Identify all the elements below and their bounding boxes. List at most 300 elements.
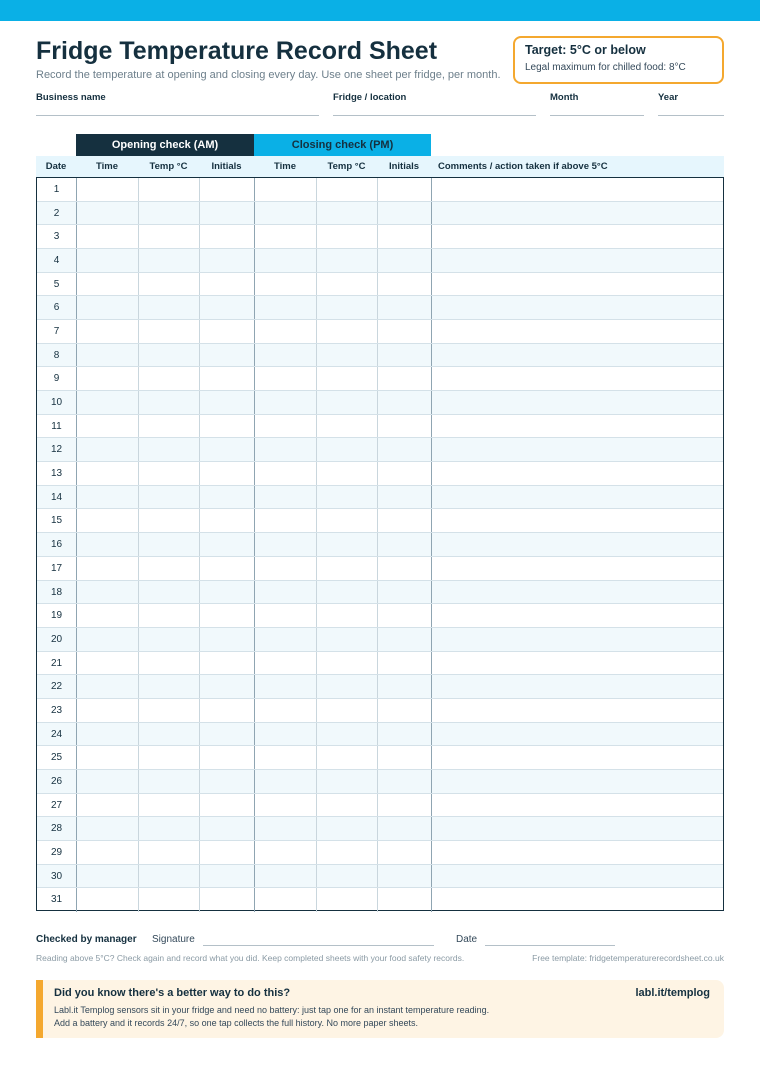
- cell-am-time[interactable]: [76, 841, 138, 864]
- cell-am-initials[interactable]: [199, 604, 254, 627]
- row-date: 16: [50, 539, 63, 551]
- top-accent-bar: [0, 0, 760, 21]
- cell-pm-time[interactable]: [254, 841, 316, 864]
- page-title: Fridge Temperature Record Sheet: [36, 37, 438, 65]
- cell-pm-temp[interactable]: [316, 865, 377, 888]
- cell-am-initials[interactable]: [199, 320, 254, 343]
- closing-check-header: Closing check (PM): [254, 134, 431, 156]
- template-credit: Free template: fridgetemperaturerecordsheet.co.uk: [532, 953, 724, 963]
- cell-pm-temp[interactable]: [316, 699, 377, 722]
- cell-am-temp[interactable]: [138, 817, 199, 840]
- cell-am-time[interactable]: [76, 415, 138, 438]
- cell-am-time[interactable]: [76, 604, 138, 627]
- table-row: [37, 509, 723, 533]
- row-date: 21: [50, 657, 63, 669]
- cell-am-initials[interactable]: [199, 533, 254, 556]
- cell-pm-initials[interactable]: [377, 746, 431, 769]
- cell-am-initials[interactable]: [199, 438, 254, 461]
- cell-pm-temp[interactable]: [316, 249, 377, 272]
- cell-am-temp[interactable]: [138, 557, 199, 580]
- cell-am-temp[interactable]: [138, 888, 199, 912]
- cell-am-time[interactable]: [76, 746, 138, 769]
- cell-pm-initials[interactable]: [377, 794, 431, 817]
- cell-pm-temp[interactable]: [316, 581, 377, 604]
- cell-am-time[interactable]: [76, 249, 138, 272]
- cell-am-initials[interactable]: [199, 486, 254, 509]
- cell-am-temp[interactable]: [138, 770, 199, 793]
- table-row: [37, 770, 723, 794]
- year-label: Year: [658, 92, 679, 103]
- cell-comments[interactable]: [431, 202, 723, 225]
- row-date: 30: [50, 870, 63, 882]
- cell-pm-time[interactable]: [254, 202, 316, 225]
- year-field[interactable]: [658, 92, 724, 116]
- cell-pm-initials[interactable]: [377, 202, 431, 225]
- business-name-label: Business name: [36, 92, 106, 103]
- table-row: [37, 391, 723, 415]
- cell-pm-initials[interactable]: [377, 225, 431, 248]
- cell-pm-initials[interactable]: [377, 273, 431, 296]
- cell-am-temp[interactable]: [138, 699, 199, 722]
- cell-pm-temp[interactable]: [316, 415, 377, 438]
- opening-check-header: Opening check (AM): [76, 134, 254, 156]
- cell-am-initials[interactable]: [199, 202, 254, 225]
- business-name-field[interactable]: [36, 92, 319, 116]
- cell-am-time[interactable]: [76, 273, 138, 296]
- row-date: 25: [50, 752, 63, 764]
- cell-pm-initials[interactable]: [377, 344, 431, 367]
- cell-am-time[interactable]: [76, 652, 138, 675]
- cell-pm-time[interactable]: [254, 652, 316, 675]
- table-row: [37, 249, 723, 273]
- table-row: [37, 841, 723, 865]
- cell-comments[interactable]: [431, 320, 723, 343]
- promo-link[interactable]: labl.it/templog: [635, 987, 710, 999]
- row-date: 27: [50, 799, 63, 811]
- cell-pm-temp[interactable]: [316, 652, 377, 675]
- row-date: 28: [50, 823, 63, 835]
- promo-line-2: Add a battery and it records 24/7, so one tap collects the full history. No more paper sheets.: [54, 1018, 419, 1028]
- cell-pm-initials[interactable]: [377, 509, 431, 532]
- cell-am-temp[interactable]: [138, 509, 199, 532]
- table-row: [37, 794, 723, 818]
- page-subtitle: Record the temperature at opening and closing every day. Use one sheet per fridge, per month.: [36, 69, 501, 81]
- row-date: 8: [53, 349, 60, 361]
- cell-comments[interactable]: [431, 604, 723, 627]
- cell-pm-initials[interactable]: [377, 888, 431, 912]
- cell-pm-initials[interactable]: [377, 604, 431, 627]
- cell-pm-initials[interactable]: [377, 438, 431, 461]
- row-date: 23: [50, 704, 63, 716]
- cell-pm-temp[interactable]: [316, 320, 377, 343]
- cell-am-temp[interactable]: [138, 225, 199, 248]
- cell-pm-temp[interactable]: [316, 533, 377, 556]
- cell-am-initials[interactable]: [199, 391, 254, 414]
- cell-am-initials[interactable]: [199, 888, 254, 912]
- cell-pm-initials[interactable]: [377, 320, 431, 343]
- cell-am-time[interactable]: [76, 628, 138, 651]
- cell-comments[interactable]: [431, 888, 723, 912]
- cell-am-time[interactable]: [76, 391, 138, 414]
- cell-comments[interactable]: [431, 557, 723, 580]
- cell-comments[interactable]: [431, 841, 723, 864]
- cell-pm-initials[interactable]: [377, 581, 431, 604]
- checked-by-label: Checked by manager: [36, 934, 137, 945]
- cell-pm-time[interactable]: [254, 462, 316, 485]
- cell-am-time[interactable]: [76, 296, 138, 319]
- cell-am-temp[interactable]: [138, 675, 199, 698]
- cell-comments[interactable]: [431, 486, 723, 509]
- cell-comments[interactable]: [431, 628, 723, 651]
- cell-am-time[interactable]: [76, 462, 138, 485]
- col-am-initials: Initials: [211, 161, 242, 172]
- row-date: 9: [53, 373, 60, 385]
- row-date: 19: [50, 610, 63, 622]
- cell-pm-temp[interactable]: [316, 225, 377, 248]
- cell-pm-temp[interactable]: [316, 202, 377, 225]
- cell-comments[interactable]: [431, 273, 723, 296]
- col-date: Date: [45, 161, 67, 172]
- cell-comments[interactable]: [431, 462, 723, 485]
- cell-comments[interactable]: [431, 344, 723, 367]
- cell-am-temp[interactable]: [138, 296, 199, 319]
- cell-comments[interactable]: [431, 438, 723, 461]
- row-date: 26: [50, 775, 63, 787]
- cell-am-temp[interactable]: [138, 178, 199, 201]
- row-date: 3: [53, 231, 60, 243]
- cell-pm-initials[interactable]: [377, 865, 431, 888]
- cell-am-temp[interactable]: [138, 202, 199, 225]
- cell-am-temp[interactable]: [138, 438, 199, 461]
- row-date: 18: [50, 586, 63, 598]
- table-row: [37, 225, 723, 249]
- cell-pm-initials[interactable]: [377, 628, 431, 651]
- cell-pm-temp[interactable]: [316, 486, 377, 509]
- cell-pm-time[interactable]: [254, 699, 316, 722]
- cell-pm-initials[interactable]: [377, 249, 431, 272]
- cell-am-initials[interactable]: [199, 746, 254, 769]
- cell-comments[interactable]: [431, 367, 723, 390]
- cell-am-initials[interactable]: [199, 462, 254, 485]
- cell-pm-temp[interactable]: [316, 367, 377, 390]
- cell-am-time[interactable]: [76, 367, 138, 390]
- column-header-row: [36, 156, 724, 177]
- cell-am-initials[interactable]: [199, 367, 254, 390]
- cell-comments[interactable]: [431, 415, 723, 438]
- cell-comments[interactable]: [431, 509, 723, 532]
- cell-pm-temp[interactable]: [316, 344, 377, 367]
- cell-am-initials[interactable]: [199, 344, 254, 367]
- cell-pm-temp[interactable]: [316, 675, 377, 698]
- cell-pm-initials[interactable]: [377, 699, 431, 722]
- cell-am-temp[interactable]: [138, 486, 199, 509]
- cell-pm-temp[interactable]: [316, 770, 377, 793]
- cell-pm-time[interactable]: [254, 794, 316, 817]
- table-row: [37, 652, 723, 676]
- cell-pm-temp[interactable]: [316, 841, 377, 864]
- cell-am-temp[interactable]: [138, 794, 199, 817]
- cell-pm-time[interactable]: [254, 438, 316, 461]
- row-date: 10: [50, 397, 63, 409]
- cell-pm-initials[interactable]: [377, 178, 431, 201]
- target-callout: [513, 36, 724, 84]
- cell-am-initials[interactable]: [199, 225, 254, 248]
- cell-am-time[interactable]: [76, 723, 138, 746]
- cell-pm-temp[interactable]: [316, 273, 377, 296]
- cell-am-temp[interactable]: [138, 652, 199, 675]
- cell-am-time[interactable]: [76, 486, 138, 509]
- row-date: 5: [53, 278, 60, 290]
- cell-am-temp[interactable]: [138, 841, 199, 864]
- cell-pm-temp[interactable]: [316, 557, 377, 580]
- cell-pm-temp[interactable]: [316, 723, 377, 746]
- cell-am-time[interactable]: [76, 699, 138, 722]
- cell-pm-temp[interactable]: [316, 817, 377, 840]
- cell-comments[interactable]: [431, 391, 723, 414]
- cell-am-initials[interactable]: [199, 581, 254, 604]
- cell-pm-time[interactable]: [254, 888, 316, 912]
- cell-pm-temp[interactable]: [316, 628, 377, 651]
- cell-pm-initials[interactable]: [377, 770, 431, 793]
- promo-text: [54, 1004, 710, 1030]
- cell-am-time[interactable]: [76, 581, 138, 604]
- cell-am-time[interactable]: [76, 533, 138, 556]
- cell-pm-time[interactable]: [254, 865, 316, 888]
- cell-am-temp[interactable]: [138, 367, 199, 390]
- cell-am-time[interactable]: [76, 320, 138, 343]
- table-row: [37, 699, 723, 723]
- cell-pm-time[interactable]: [254, 320, 316, 343]
- cell-pm-time[interactable]: [254, 415, 316, 438]
- cell-pm-time[interactable]: [254, 296, 316, 319]
- cell-pm-time[interactable]: [254, 557, 316, 580]
- cell-pm-time[interactable]: [254, 486, 316, 509]
- table-row: [37, 746, 723, 770]
- cell-am-temp[interactable]: [138, 746, 199, 769]
- cell-pm-time[interactable]: [254, 344, 316, 367]
- promo-box: [36, 980, 724, 1038]
- cell-pm-initials[interactable]: [377, 817, 431, 840]
- cell-pm-time[interactable]: [254, 604, 316, 627]
- cell-pm-time[interactable]: [254, 249, 316, 272]
- target-note: Legal maximum for chilled food: 8°C: [525, 62, 686, 73]
- cell-comments[interactable]: [431, 652, 723, 675]
- cell-am-initials[interactable]: [199, 841, 254, 864]
- cell-am-time[interactable]: [76, 178, 138, 201]
- cell-am-time[interactable]: [76, 865, 138, 888]
- cell-am-time[interactable]: [76, 770, 138, 793]
- col-pm-temp: Temp °C: [327, 161, 366, 172]
- cell-am-initials[interactable]: [199, 723, 254, 746]
- cell-am-temp[interactable]: [138, 604, 199, 627]
- cell-comments[interactable]: [431, 699, 723, 722]
- cell-pm-initials[interactable]: [377, 367, 431, 390]
- signature-field[interactable]: [203, 945, 434, 946]
- row-date: 12: [50, 444, 63, 456]
- cell-am-time[interactable]: [76, 225, 138, 248]
- cell-pm-time[interactable]: [254, 723, 316, 746]
- row-date: 31: [50, 894, 63, 906]
- cell-pm-initials[interactable]: [377, 296, 431, 319]
- cell-am-temp[interactable]: [138, 344, 199, 367]
- cell-pm-time[interactable]: [254, 367, 316, 390]
- row-date: 4: [53, 255, 60, 267]
- cell-comments[interactable]: [431, 249, 723, 272]
- cell-pm-time[interactable]: [254, 178, 316, 201]
- temperature-grid: [36, 177, 724, 911]
- col-comments: Comments / action taken if above 5°C: [438, 161, 608, 172]
- cell-am-temp[interactable]: [138, 628, 199, 651]
- cell-comments[interactable]: [431, 581, 723, 604]
- row-date: 7: [53, 326, 60, 338]
- cell-pm-temp[interactable]: [316, 462, 377, 485]
- cell-comments[interactable]: [431, 225, 723, 248]
- cell-am-initials[interactable]: [199, 865, 254, 888]
- table-row: [37, 462, 723, 486]
- cell-am-initials[interactable]: [199, 770, 254, 793]
- signature-label: Signature: [152, 934, 195, 945]
- cell-pm-time[interactable]: [254, 628, 316, 651]
- signoff-date-label: Date: [456, 934, 478, 945]
- cell-pm-temp[interactable]: [316, 438, 377, 461]
- cell-am-time[interactable]: [76, 202, 138, 225]
- cell-am-initials[interactable]: [199, 652, 254, 675]
- cell-am-initials[interactable]: [199, 699, 254, 722]
- cell-pm-initials[interactable]: [377, 841, 431, 864]
- cell-am-temp[interactable]: [138, 581, 199, 604]
- cell-am-time[interactable]: [76, 675, 138, 698]
- signoff-date-field[interactable]: [485, 945, 615, 946]
- table-row: [37, 557, 723, 581]
- col-pm-time: Time: [273, 161, 296, 172]
- cell-comments[interactable]: [431, 817, 723, 840]
- cell-am-time[interactable]: [76, 438, 138, 461]
- table-row: [37, 723, 723, 747]
- cell-comments[interactable]: [431, 178, 723, 201]
- cell-pm-temp[interactable]: [316, 391, 377, 414]
- cell-comments[interactable]: [431, 533, 723, 556]
- cell-am-initials[interactable]: [199, 509, 254, 532]
- cell-am-initials[interactable]: [199, 178, 254, 201]
- cell-pm-initials[interactable]: [377, 557, 431, 580]
- cell-am-initials[interactable]: [199, 296, 254, 319]
- cell-pm-time[interactable]: [254, 675, 316, 698]
- cell-pm-initials[interactable]: [377, 675, 431, 698]
- cell-am-time[interactable]: [76, 344, 138, 367]
- cell-am-temp[interactable]: [138, 273, 199, 296]
- cell-pm-time[interactable]: [254, 817, 316, 840]
- cell-pm-time[interactable]: [254, 581, 316, 604]
- cell-am-temp[interactable]: [138, 391, 199, 414]
- col-pm-initials: Initials: [388, 161, 420, 172]
- table-row: [37, 202, 723, 226]
- table-row: [37, 675, 723, 699]
- cell-am-time[interactable]: [76, 888, 138, 912]
- cell-am-temp[interactable]: [138, 462, 199, 485]
- cell-pm-time[interactable]: [254, 533, 316, 556]
- cell-pm-time[interactable]: [254, 509, 316, 532]
- cell-am-initials[interactable]: [199, 675, 254, 698]
- cell-am-initials[interactable]: [199, 794, 254, 817]
- cell-am-temp[interactable]: [138, 865, 199, 888]
- cell-pm-temp[interactable]: [316, 794, 377, 817]
- cell-am-temp[interactable]: [138, 249, 199, 272]
- cell-pm-time[interactable]: [254, 225, 316, 248]
- table-row: [37, 628, 723, 652]
- cell-pm-temp[interactable]: [316, 296, 377, 319]
- cell-am-time[interactable]: [76, 794, 138, 817]
- table-row: [37, 533, 723, 557]
- table-row: [37, 888, 723, 912]
- cell-comments[interactable]: [431, 746, 723, 769]
- row-date: 20: [50, 633, 63, 645]
- fridge-location-field[interactable]: [333, 92, 536, 116]
- month-field[interactable]: [550, 92, 644, 116]
- cell-pm-time[interactable]: [254, 273, 316, 296]
- cell-pm-temp[interactable]: [316, 604, 377, 627]
- table-row: [37, 817, 723, 841]
- cell-am-initials[interactable]: [199, 628, 254, 651]
- cell-pm-initials[interactable]: [377, 486, 431, 509]
- row-date: 1: [53, 184, 60, 195]
- cell-pm-temp[interactable]: [316, 746, 377, 769]
- promo-line-1: Labl.it Templog sensors sit in your fridge and need no battery: just tap one for an instant temperature reading.: [54, 1005, 490, 1015]
- cell-comments[interactable]: [431, 723, 723, 746]
- cell-pm-initials[interactable]: [377, 462, 431, 485]
- cell-pm-time[interactable]: [254, 391, 316, 414]
- cell-pm-initials[interactable]: [377, 652, 431, 675]
- cell-am-temp[interactable]: [138, 415, 199, 438]
- cell-pm-temp[interactable]: [316, 178, 377, 201]
- footnote: Reading above 5°C? Check again and record what you did. Keep completed sheets with your food safety records.: [36, 953, 465, 963]
- row-date: 11: [51, 420, 62, 432]
- cell-am-temp[interactable]: [138, 723, 199, 746]
- cell-am-initials[interactable]: [199, 817, 254, 840]
- row-date: 15: [50, 515, 63, 527]
- cell-pm-time[interactable]: [254, 746, 316, 769]
- cell-pm-initials[interactable]: [377, 391, 431, 414]
- cell-am-time[interactable]: [76, 557, 138, 580]
- cell-am-initials[interactable]: [199, 273, 254, 296]
- cell-comments[interactable]: [431, 770, 723, 793]
- cell-am-initials[interactable]: [199, 415, 254, 438]
- cell-am-time[interactable]: [76, 817, 138, 840]
- cell-pm-temp[interactable]: [316, 888, 377, 912]
- row-date: 17: [50, 562, 63, 574]
- cell-comments[interactable]: [431, 675, 723, 698]
- cell-pm-temp[interactable]: [316, 509, 377, 532]
- col-am-temp: Temp °C: [149, 161, 188, 172]
- cell-pm-time[interactable]: [254, 770, 316, 793]
- cell-am-initials[interactable]: [199, 249, 254, 272]
- table-row: [37, 486, 723, 510]
- promo-title: Did you know there's a better way to do this?: [54, 987, 291, 999]
- cell-comments[interactable]: [431, 296, 723, 319]
- cell-comments[interactable]: [431, 865, 723, 888]
- cell-pm-initials[interactable]: [377, 415, 431, 438]
- row-date: 13: [50, 468, 63, 480]
- cell-pm-initials[interactable]: [377, 723, 431, 746]
- cell-am-temp[interactable]: [138, 320, 199, 343]
- cell-am-initials[interactable]: [199, 557, 254, 580]
- cell-comments[interactable]: [431, 794, 723, 817]
- cell-pm-initials[interactable]: [377, 533, 431, 556]
- table-row: [37, 604, 723, 628]
- table-row: [37, 296, 723, 320]
- cell-am-temp[interactable]: [138, 533, 199, 556]
- cell-am-time[interactable]: [76, 509, 138, 532]
- row-date: 14: [50, 491, 63, 503]
